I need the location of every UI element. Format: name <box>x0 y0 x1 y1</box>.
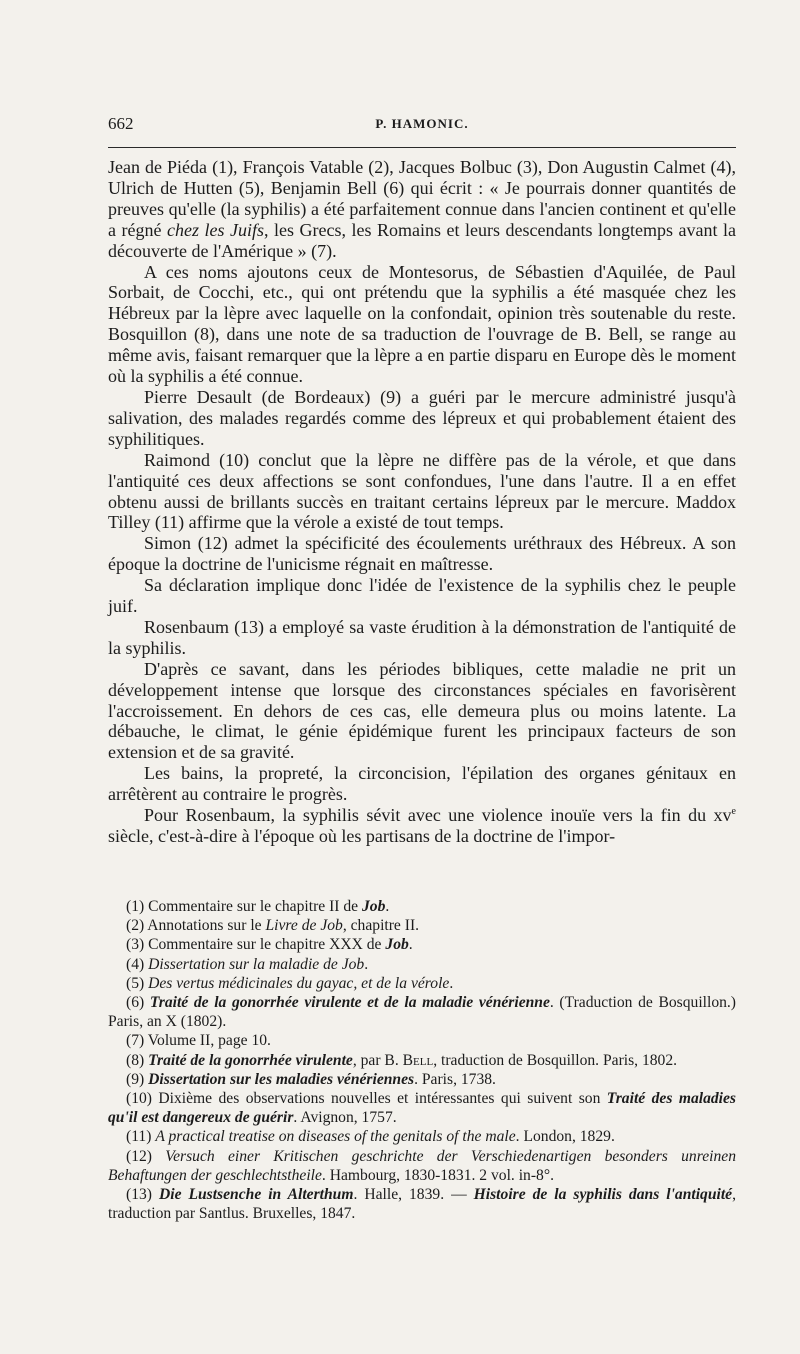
paragraph-3: Pierre Desault (de Bordeaux) (9) a guéri par le mercure administré jusqu'à salivation, des malades regardés comme des lépreux et qui probablement étaient des syphilitiques. <box>108 386 736 449</box>
paragraph-8: D'après ce savant, dans les périodes bibliques, cette maladie ne prit un développement intense que lorsque des circonstances spéciales en favorisèrent l'accroissement. En dehors de ces cas, elle demeura plus ou moins latente. La débauche, le climat, le génie épidémique furent les principaux facteurs de son extension et de sa gravité. <box>108 658 736 763</box>
paragraph-4: Raimond (10) conclut que la lèpre ne diffère pas de la vérole, et que dans l'antiquité ces deux affections se sont confondues, l'une dans l'autre. Il a en effet obtenu aussi de brillants succès en traitant certains lépreux par le mercure. Maddox Tilley (11) affirme que la vérole a existé de tout temps. <box>108 449 736 533</box>
footnote-1: (1) Commentaire sur le chapitre II de Job. <box>126 898 390 915</box>
footnote-9: (9) Dissertation sur les maladies vénériennes. Paris, 1738. <box>126 1070 496 1088</box>
paragraph-10: Pour Rosenbaum, la syphilis sévit avec une violence inouïe vers la fin du $xv^e$ siècle, c'est-à-dire à l'époque où les partisans de la doctrine de l'impor- <box>108 805 736 846</box>
emphasis: chez les Juifs <box>166 219 264 240</box>
body-text <box>108 157 736 847</box>
paragraph-5: Simon (12) admet la spécificité des écoulements uréthraux des Hébreux. A son époque la doctrine de l'unicisme régnait en maîtresse. <box>108 533 736 575</box>
footnote-10: (10) Dixième des observations nouvelles et intéressantes qui suivent son Traité des maladies qu'il est dangereux de guérir. Avignon, 1757. <box>108 1090 736 1127</box>
footnote-8: (8) Traité de la gonorrhée virulente, par B. Bell, traduction de Bosquillon. Paris, 1802. <box>126 1051 678 1069</box>
footnote-12: (12) Versuch einer Kritischen geschrichte der Verschiedenartigen besonders unreinen Behaftungen der geschlechtstheile. Hambourg, 1830-1831. 2 vol. in-8°. <box>108 1147 736 1184</box>
footnote-13: (13) Die Lustsenche in Alterthum. Halle, 1839. — Histoire de la syphilis dans l'antiquité, traduction par Santlus. Bruxelles, 1847. <box>108 1186 736 1223</box>
footnote-11: (11) A practical treatise on diseases of the genitals of the male. London, 1829. <box>126 1128 615 1146</box>
header-rule <box>108 147 736 148</box>
running-head: P. HAMONIC. <box>375 116 469 131</box>
footnote-7: (7) Volume II, page 10. <box>126 1032 271 1050</box>
paragraph-1: Jean de Piéda (1), François Vatable (2), Jacques Bolbuc (3), Don Augustin Calmet (4), Ulrich de Hutten (5), Benjamin Bell (6) qui écrit : « Je pourrais donner quantités de preuves qu'elle (la syphilis) a été parfaitement connue dans l'ancien continent et qu'elle a régné chez les Juifs, les Grecs, les Romains et leurs descendants longtemps avant la découverte de l'Amérique » (7). <box>108 157 736 261</box>
century-numeral: xv <box>713 805 732 826</box>
footnote-5: (5) Des vertus médicinales du gayac, et de la vérole. <box>126 974 454 992</box>
footnote-2: (2) Annotations sur le Livre de Job, chapitre II. <box>126 917 420 935</box>
footnote-3: (3) Commentaire sur le chapitre XXX de Job. <box>126 936 413 954</box>
paragraph-2: A ces noms ajoutons ceux de Montesorus, de Sébastien d'Aquilée, de Paul Sorbait, de Cocchi, etc., qui ont prétendu que la syphilis a été masquée chez les Hébreux par la lèpre avec laquelle on la confondait, opinion très soutenable du reste. Bosquillon (8), dans une note de sa traduction de l'ouvrage de B. Bell, se range au même avis, faisant remarquer que la lèpre a en partie disparu en Europe dès le moment où la syphilis a été connue. <box>108 261 736 387</box>
superscript: e <box>731 806 736 818</box>
paragraph-6: Sa déclaration implique donc l'idée de l'existence de la syphilis chez le peuple juif. <box>108 575 736 617</box>
footnote-4: (4) Dissertation sur la maladie de Job. <box>126 955 369 973</box>
footnotes <box>108 897 736 1223</box>
page-header <box>108 114 736 140</box>
paragraph-9: Les bains, la propreté, la circoncision, l'épilation des organes génitaux en arrêtèrent au contraire le progrès. <box>108 763 736 805</box>
paragraph-7: Rosenbaum (13) a employé sa vaste érudition à la démonstration de l'antiquité de la syphilis. <box>108 616 736 658</box>
footnote-6: (6) Traité de la gonorrhée virulente et de la maladie vénérienne. (Traduction de Bosquillon.) Paris, an X (1802). <box>108 994 737 1031</box>
page-number: 662 <box>108 114 134 133</box>
